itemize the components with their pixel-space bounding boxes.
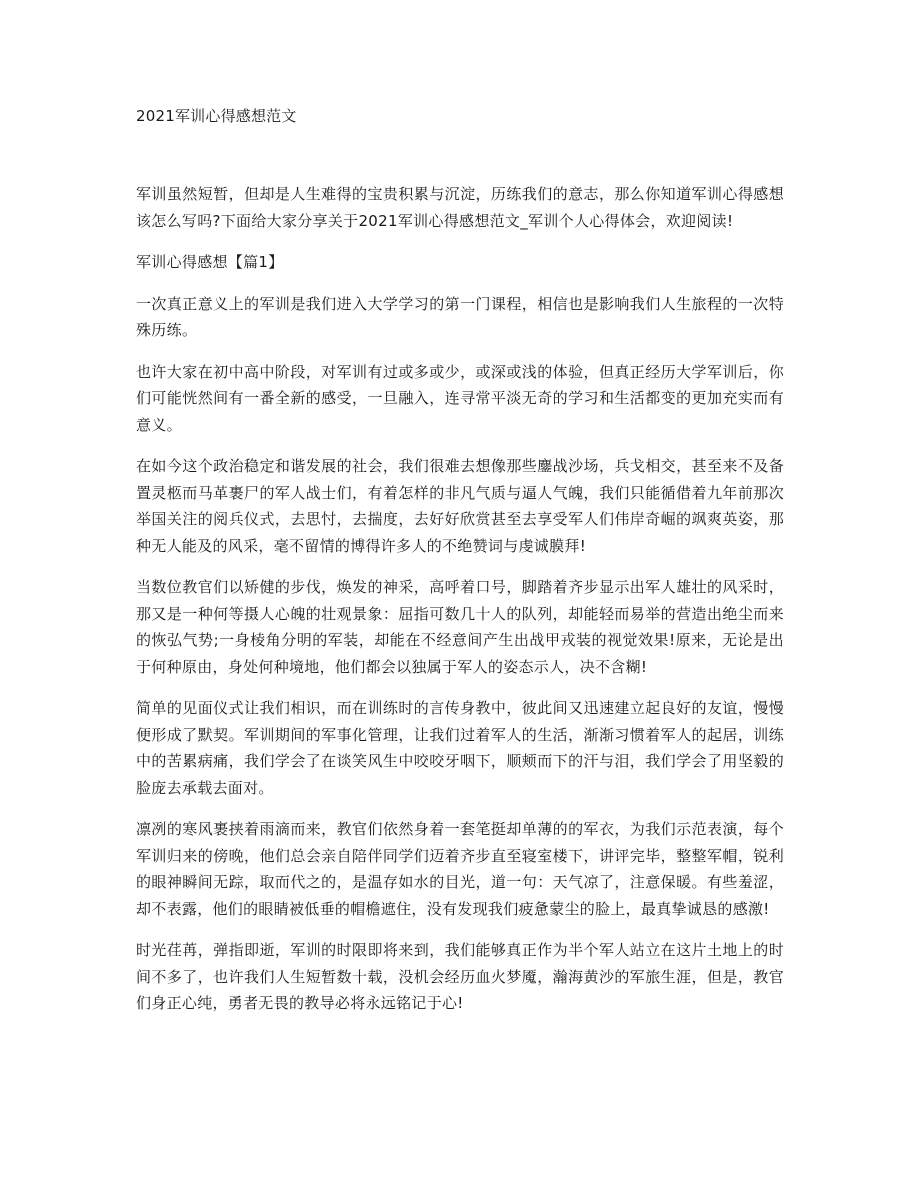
intro-paragraph: 军训虽然短暂，但却是人生难得的宝贵积累与沉淀，历练我们的意志，那么你知道军训心得感想该怎么写吗?下面给大家分享关于2021军训心得感想范文_军训个人心得体会，欢迎阅读!: [136, 185, 784, 230]
document-title: 2021军训心得感想范文: [136, 107, 297, 125]
section-heading: 军训心得感想【篇1】: [136, 253, 284, 271]
body-paragraph: 时光荏苒，弹指即逝，军训的时限即将来到，我们能够真正作为半个军人站立在这片土地上的时间不多了，也许我们人生短暂数十载，没机会经历血火梦魇，瀚海黄沙的军旅生涯，但是，教官们身正心纯，勇者无畏的教导必将永远铭记于心!: [136, 941, 784, 1012]
body-paragraph: 在如今这个政治稳定和谐发展的社会，我们很难去想像那些鏖战沙场，兵戈相交，甚至来不及备置灵柩而马革裹尸的军人战士们，有着怎样的非凡气质与逼人气魄，我们只能循借着九年前那次举国关注的阅兵仪式，去思忖，去揣度，去好好欣赏甚至去享受军人们伟岸奇崛的飒爽英姿，那种无人能及的风采，毫不留情的博得许多人的不绝赞词与虔诚膜拜!: [136, 457, 784, 555]
body-paragraph: 一次真正意义上的军训是我们进入大学学习的第一门课程，相信也是影响我们人生旅程的一次特殊历练。: [136, 294, 784, 339]
body-paragraph: 凛冽的寒风裹挟着雨滴而来，教官们依然身着一套笔挺却单薄的的军衣，为我们示范表演，每个军训归来的傍晚，他们总会亲自陪伴同学们迈着齐步直至寝室楼下，讲评完毕，整整军帽，锐利的眼神瞬间无踪，取而代之的，是温存如水的目光，道一句：天气凉了，注意保暖。有些羞涩，却不表露，他们的眼睛被低垂的帽檐遮住，没有发现我们疲惫蒙尘的脸上，最真挚诚恳的感激!: [136, 820, 784, 918]
body-paragraph: 当数位教官们以矫健的步伐，焕发的神采，高呼着口号，脚踏着齐步显示出军人雄壮的风采时，那又是一种何等摄人心魄的壮观景象：屈指可数几十人的队列，却能轻而易举的营造出绝尘而来的恢弘气势;一身棱角分明的军装，却能在不经意间产生出战甲戎装的视觉效果!原来，无论是出于何种原由，身处何种境地，他们都会以独属于军人的姿态示人，决不含糊!: [136, 578, 784, 676]
document-body: [136, 181, 784, 1032]
body-paragraph: 简单的见面仪式让我们相识，而在训练时的言传身教中，彼此间又迅速建立起良好的友谊，慢慢便形成了默契。军训期间的军事化管理，让我们过着军人的生活，渐渐习惯着军人的起居，训练中的苦累病痛，我们学会了在谈笑风生中咬咬牙咽下，顺颊而下的汗与泪，我们学会了用坚毅的脸庞去承载去面对。: [136, 699, 784, 797]
body-paragraph: 也许大家在初中高中阶段，对军训有过或多或少，或深或浅的体验，但真正经历大学军训后，你们可能恍然间有一番全新的感受，一旦融入，连寻常平淡无奇的学习和生活都变的更加充实而有意义。: [136, 362, 784, 434]
